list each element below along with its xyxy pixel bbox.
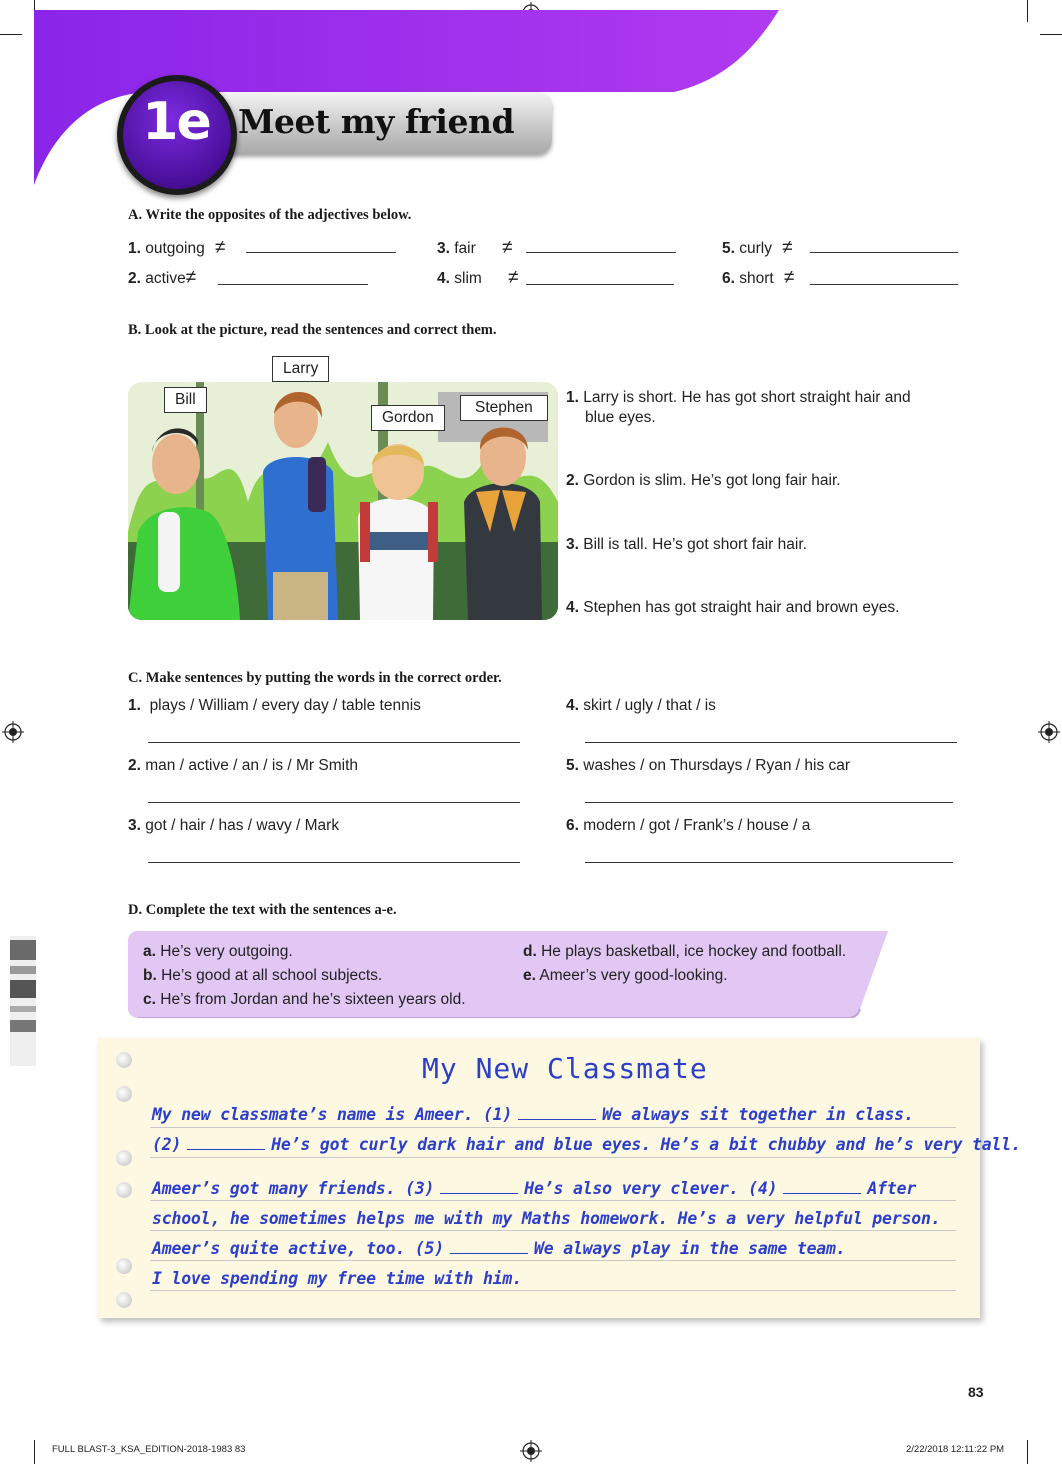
footer-timestamp: 2/22/2018 12:11:22 PM [906, 1444, 1005, 1455]
notebook-hole [116, 1150, 132, 1166]
gap-3[interactable] [440, 1179, 518, 1194]
exercise-c-item: 6. modern / got / Frank’s / house / a [566, 817, 811, 834]
ruled-line [150, 1200, 956, 1201]
exercise-c-item: 1. plays / William / every day / table tennis [128, 697, 421, 714]
notebook-hole [116, 1052, 132, 1068]
gap-4[interactable] [783, 1179, 861, 1194]
page-title: Meet my friend [238, 102, 515, 141]
option-c: c. He’s from Jordan and he’s sixteen years old. [143, 991, 466, 1008]
picture-label-gordon: Gordon [371, 405, 445, 431]
registration-mark-icon [1038, 721, 1060, 743]
answer-line[interactable] [585, 742, 957, 743]
page-number: 83 [968, 1384, 984, 1400]
notebook-title: My New Classmate [422, 1052, 708, 1085]
exercise-b-sentence: 2. Gordon is slim. He’s got long fair hair. [566, 472, 841, 489]
notebook-hole [116, 1182, 132, 1198]
notebook-hole [116, 1292, 132, 1308]
footer-file-info: FULL BLAST-3_KSA_EDITION-2018-1983 83 [52, 1444, 246, 1455]
section-d-title: D. Complete the text with the sentences a-e. [128, 902, 397, 918]
ruled-line [150, 1157, 956, 1158]
answer-line[interactable] [585, 802, 953, 803]
ruled-line [150, 1230, 956, 1231]
answer-line[interactable] [148, 862, 520, 863]
option-b: b. He’s good at all school subjects. [143, 967, 383, 984]
text-line-3: Ameer’s got many friends. (3) He’s also very clever. (4) After [152, 1179, 917, 1198]
exercise-a-item: 2. active≠ [128, 267, 197, 288]
crop-mark [1027, 1440, 1028, 1464]
exercise-a-item: 4. slim ≠ [437, 267, 519, 288]
exercise-b-sentence: 1. Larry is short. He has got short straight hair and [566, 389, 911, 406]
registration-mark-icon [2, 721, 24, 743]
exercise-a-item: 5. curly ≠ [722, 237, 793, 258]
answer-line[interactable] [526, 252, 676, 253]
exercise-a-item: 3. fair ≠ [437, 237, 513, 258]
crop-mark [0, 34, 22, 35]
exercise-b-sentence-cont: blue eyes. [585, 409, 656, 426]
exercise-a-item: 6. short ≠ [722, 267, 795, 288]
picture-label-bill: Bill [164, 387, 207, 413]
picture-label-larry: Larry [272, 356, 329, 382]
ruled-line [150, 1290, 956, 1291]
gap-5[interactable] [450, 1239, 528, 1254]
option-e: e. Ameer’s very good-looking. [523, 967, 728, 984]
crop-mark [1027, 0, 1028, 22]
text-line-2: (2) He’s got curly dark hair and blue eyes. He’s a bit chubby and he’s very tall. [152, 1135, 1021, 1154]
unit-badge-label: 1e [142, 92, 210, 152]
newspaper-scrap-decoration [10, 936, 36, 1066]
exercise-b-sentence: 4. Stephen has got straight hair and brown eyes. [566, 599, 900, 616]
answer-line[interactable] [148, 742, 520, 743]
text-line-6: I love spending my free time with him. [152, 1269, 522, 1288]
exercise-c-item: 5. washes / on Thursdays / Ryan / his car [566, 757, 851, 774]
exercise-c-item: 4. skirt / ugly / that / is [566, 697, 716, 714]
answer-line[interactable] [585, 862, 953, 863]
gap-1[interactable] [518, 1105, 596, 1120]
answer-line[interactable] [218, 284, 368, 285]
ruled-line [150, 1260, 956, 1261]
answer-line[interactable] [526, 284, 674, 285]
exercise-c-item: 2. man / active / an / is / Mr Smith [128, 757, 359, 774]
answer-line[interactable] [810, 252, 958, 253]
gap-2[interactable] [187, 1135, 265, 1150]
picture-label-stephen: Stephen [460, 395, 548, 421]
ruled-line [150, 1127, 956, 1128]
exercise-b-sentence: 3. Bill is tall. He’s got short fair hair. [566, 536, 807, 553]
crop-mark [1040, 34, 1062, 35]
section-a-title: A. Write the opposites of the adjectives below. [128, 207, 412, 223]
exercise-c-item: 3. got / hair / has / wavy / Mark [128, 817, 340, 834]
answer-line[interactable] [810, 284, 958, 285]
answer-line[interactable] [246, 252, 396, 253]
crop-mark [34, 1440, 35, 1464]
exercise-a-item: 1. outgoing ≠ [128, 237, 226, 258]
text-line-1: My new classmate’s name is Ameer. (1) We always sit together in class. [152, 1105, 914, 1124]
notebook-hole [116, 1258, 132, 1274]
text-line-4: school, he sometimes helps me with my Maths homework. He’s a very helpful person. [152, 1209, 941, 1228]
option-d: d. He plays basketball, ice hockey and football. [523, 943, 847, 960]
answer-line[interactable] [148, 802, 520, 803]
text-line-5: Ameer’s quite active, too. (5) We always play in the same team. [152, 1239, 846, 1258]
section-b-title: B. Look at the picture, read the sentences and correct them. [128, 322, 497, 338]
section-c-title: C. Make sentences by putting the words in the correct order. [128, 670, 502, 686]
registration-mark-icon [520, 1440, 542, 1462]
option-a: a. He’s very outgoing. [143, 943, 293, 960]
notebook-hole [116, 1086, 132, 1102]
